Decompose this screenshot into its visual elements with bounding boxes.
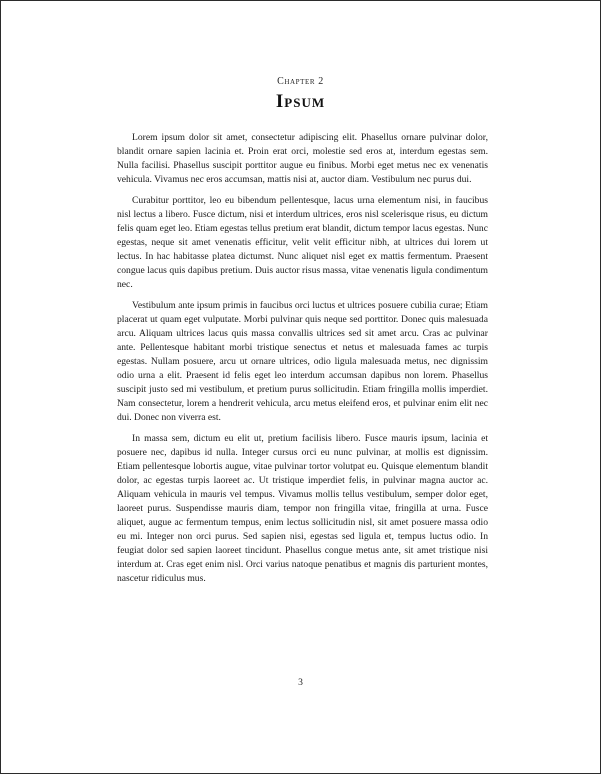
paragraph-3: Vestibulum ante ipsum primis in faucibus orci luctus et ultrices posuere cubilia curae; Etiam placerat ut quam eget vulputate. Morbi pulvinar quis neque sed porttitor. Donec quis malesuada arcu. Aliquam ultrices lacus quis massa convallis ultrices sed sit amet arcu. Cras ac pulvinar ante. Pellentesque habitant morbi tristique senectus et netus et malesuada fames ac turpis egestas. Nullam posuere, arcu ut ornare ultrices, odio ligula malesuada metus, nec dignissim odio urna a elit. Praesent id felis eget leo interdum accumsan dapibus non lorem. Phasellus suscipit justo sed mi vestibulum, et pretium purus sollicitudin. Etiam fringilla mollis imperdiet. Nam consectetur, lorem a hendrerit vehicula, arcu metus eleifend eros, et pulvinar enim elit nec dui. Donec non viverra est. xyxy=(117,300,488,423)
paragraph-2: Curabitur porttitor, leo eu bibendum pellentesque, lacus urna elementum nisi, in faucibus nisl lectus a libero. Fusce dictum, nisi et interdum ultrices, eros nisl scelerisque risus, eu dictum felis quam eget leo. Etiam egestas tellus pretium erat blandit, dictum tempor lacus egestas. Nunc egestas, neque sit amet venenatis efficitur, velit velit efficitur nibh, at ultrices dui lorem ut lectus. In hac habitasse platea dictumst. Nunc aliquet nisl eget ex mattis fermentum. Praesent congue lacus quis dapibus pretium. Duis auctor risus massa, vitae venenatis ligula condimentum nec. xyxy=(117,195,488,290)
page-number: 3 xyxy=(298,677,303,688)
paragraph-1: Lorem ipsum dolor sit amet, consectetur adipiscing elit. Phasellus ornare pulvinar dolor, blandit ornare sapien lacinia et. Proin erat orci, molestie sed eros at, interdum egestas sem. Nulla facilisi. Phasellus suscipit porttitor augue eu finibus. Morbi eget metus nec ex venenatis vehicula. Vivamus nec eros accumsan, mattis nisi at, auctor diam. Vestibulum nec purus dui. xyxy=(117,132,488,185)
body-text xyxy=(117,131,488,593)
chapter-title: Ipsum xyxy=(275,91,326,112)
paragraph-4: In massa sem, dictum eu elit ut, pretium facilisis libero. Fusce mauris ipsum, lacinia et posuere nec, dapibus id nulla. Integer cursus orci eu nunc pulvinar, at mollis est dignissim. Etiam pellentesque lobortis augue, vitae pulvinar tortor volutpat eu. Quisque elementum blandit dolor, ac egestas turpis laoreet ac. Ut tristique imperdiet felis, in pulvinar magna auctor ac. Aliquam vehicula in mauris vel tempus. Vivamus mollis tellus vestibulum, semper dolor eget, laoreet purus. Suspendisse mauris diam, tempor non fringilla vitae, fringilla at urna. Fusce aliquet, augue ac fermentum tempus, enim lectus sollicitudin nisl, sit amet posuere massa odio eu mi. Integer non orci purus. Sed sapien nisi, egestas sed ligula et, tempus luctus odio. In feugiat dolor sed sapien laoreet tincidunt. Phasellus congue metus ante, sit amet tristique nisi interdum at. Cras eget enim nisl. Orci varius natoque penatibus et magnis dis parturient montes, nascetur ridiculus mus. xyxy=(117,433,488,584)
chapter-label: Chapter 2 xyxy=(277,76,324,87)
